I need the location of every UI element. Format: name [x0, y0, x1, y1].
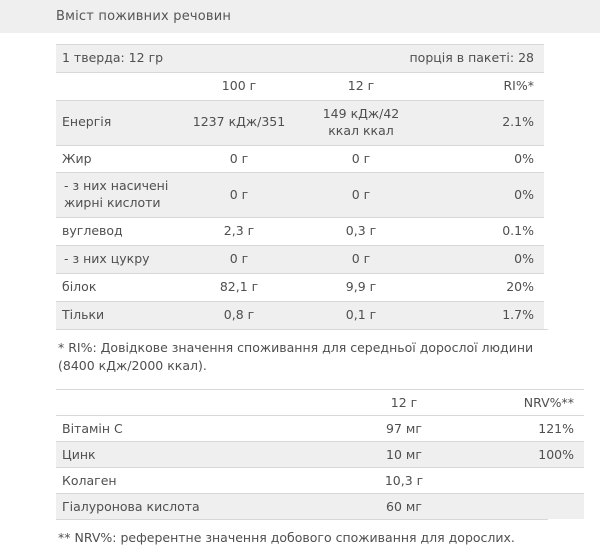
nutrient-per-100g: 0 г: [178, 246, 300, 274]
nutrient-per-serving: 0,3 г: [300, 218, 422, 246]
nutrient-label: Тільки: [56, 301, 178, 328]
nutrient-label: Жир: [56, 145, 178, 173]
page-title: Вміст поживних речовин: [0, 0, 600, 33]
nutrient-per-100g: 0 г: [178, 173, 300, 218]
nutrient-per-serving: 0 г: [300, 145, 422, 173]
table-row: [56, 415, 584, 441]
nutrient-label: Енергія: [56, 100, 178, 145]
nutrient-ri: 0%: [422, 246, 544, 274]
ingredient-label: Цинк: [56, 441, 328, 467]
table-row: [56, 100, 544, 145]
energy-serving-line1: 149 кДж/42 ккал: [322, 105, 400, 138]
nutrient-ri: 2.1%: [422, 100, 544, 145]
nutrient-per-100g: 0,8 г: [178, 301, 300, 328]
column-header-nrv: NRV%**: [480, 389, 584, 415]
table-row: [56, 441, 584, 467]
nutrient-per-100g: 82,1 г: [178, 273, 300, 301]
title-spacer: [0, 33, 600, 44]
ingredient-amount: 10,3 г: [328, 467, 480, 493]
ingredient-amount: 60 мг: [328, 493, 480, 519]
nutrient-label: білок: [56, 273, 178, 301]
nutrient-per-100g: [178, 100, 300, 145]
nutrient-ri: 0%: [422, 173, 544, 218]
ingredient-nrv: 100%: [480, 441, 584, 467]
nutrient-ri: 1.7%: [422, 301, 544, 328]
footnote-nrv: ** NRV%: референтне значення добового споживання для дорослих.: [56, 519, 548, 547]
ingredient-amount: 97 мг: [328, 415, 480, 441]
column-header-row: [56, 72, 544, 100]
table-row: [56, 467, 584, 493]
table-row: [56, 273, 544, 301]
nutrient-per-serving: 0,1 г: [300, 301, 422, 328]
nutrient-per-100g: 0 г: [178, 145, 300, 173]
column-header-ingredient: [56, 389, 328, 415]
ingredient-label: Гіалуронова кислота: [56, 493, 328, 519]
servings-per-pack: порція в пакеті: 28: [300, 45, 544, 73]
nutrient-label: - з них цукру: [56, 246, 178, 274]
table-row: [56, 173, 544, 218]
nutrient-per-serving: 0 г: [300, 246, 422, 274]
table-row: [56, 246, 544, 274]
column-header-per-serving: 12 г: [300, 72, 422, 100]
serving-row: [56, 45, 544, 73]
table-row: [56, 301, 544, 328]
nutrient-per-serving: 9,9 г: [300, 273, 422, 301]
column-header-amount: 12 г: [328, 389, 480, 415]
ingredient-label: Вітамін С: [56, 415, 328, 441]
nutrient-per-serving: [300, 100, 422, 145]
ingredient-nrv: [480, 493, 584, 519]
column-header-nutrient: [56, 72, 178, 100]
nutrient-ri: 0.1%: [422, 218, 544, 246]
nutrient-label: вуглевод: [56, 218, 178, 246]
vitamins-header-row: [56, 389, 584, 415]
column-header-ri: RI%*: [422, 72, 544, 100]
vitamins-table: [56, 389, 584, 519]
column-header-per-100g: 100 г: [178, 72, 300, 100]
nutrient-per-100g: 2,3 г: [178, 218, 300, 246]
ingredient-amount: 10 мг: [328, 441, 480, 467]
ingredient-nrv: [480, 467, 584, 493]
nutrition-table: [56, 44, 544, 329]
nutrient-per-serving: 0 г: [300, 173, 422, 218]
footnote-ri: * RI%: Довідкове значення споживання для середньої дорослої людини (8400 кДж/2000 ккал).: [56, 329, 548, 375]
nutrient-ri: 20%: [422, 273, 544, 301]
energy-100g-line1: 1237 кДж/351: [192, 114, 286, 130]
table-row: [56, 145, 544, 173]
serving-size: 1 тверда: 12 гр: [56, 45, 300, 73]
table-row: [56, 493, 584, 519]
nutrient-ri: 0%: [422, 145, 544, 173]
energy-100g-line2: ккал: [362, 122, 394, 138]
ingredient-label: Колаген: [56, 467, 328, 493]
ingredient-nrv: 121%: [480, 415, 584, 441]
nutrient-label: - з них насичені жирні кислоти: [56, 173, 178, 218]
section-spacer: [0, 375, 600, 389]
table-row: [56, 218, 544, 246]
